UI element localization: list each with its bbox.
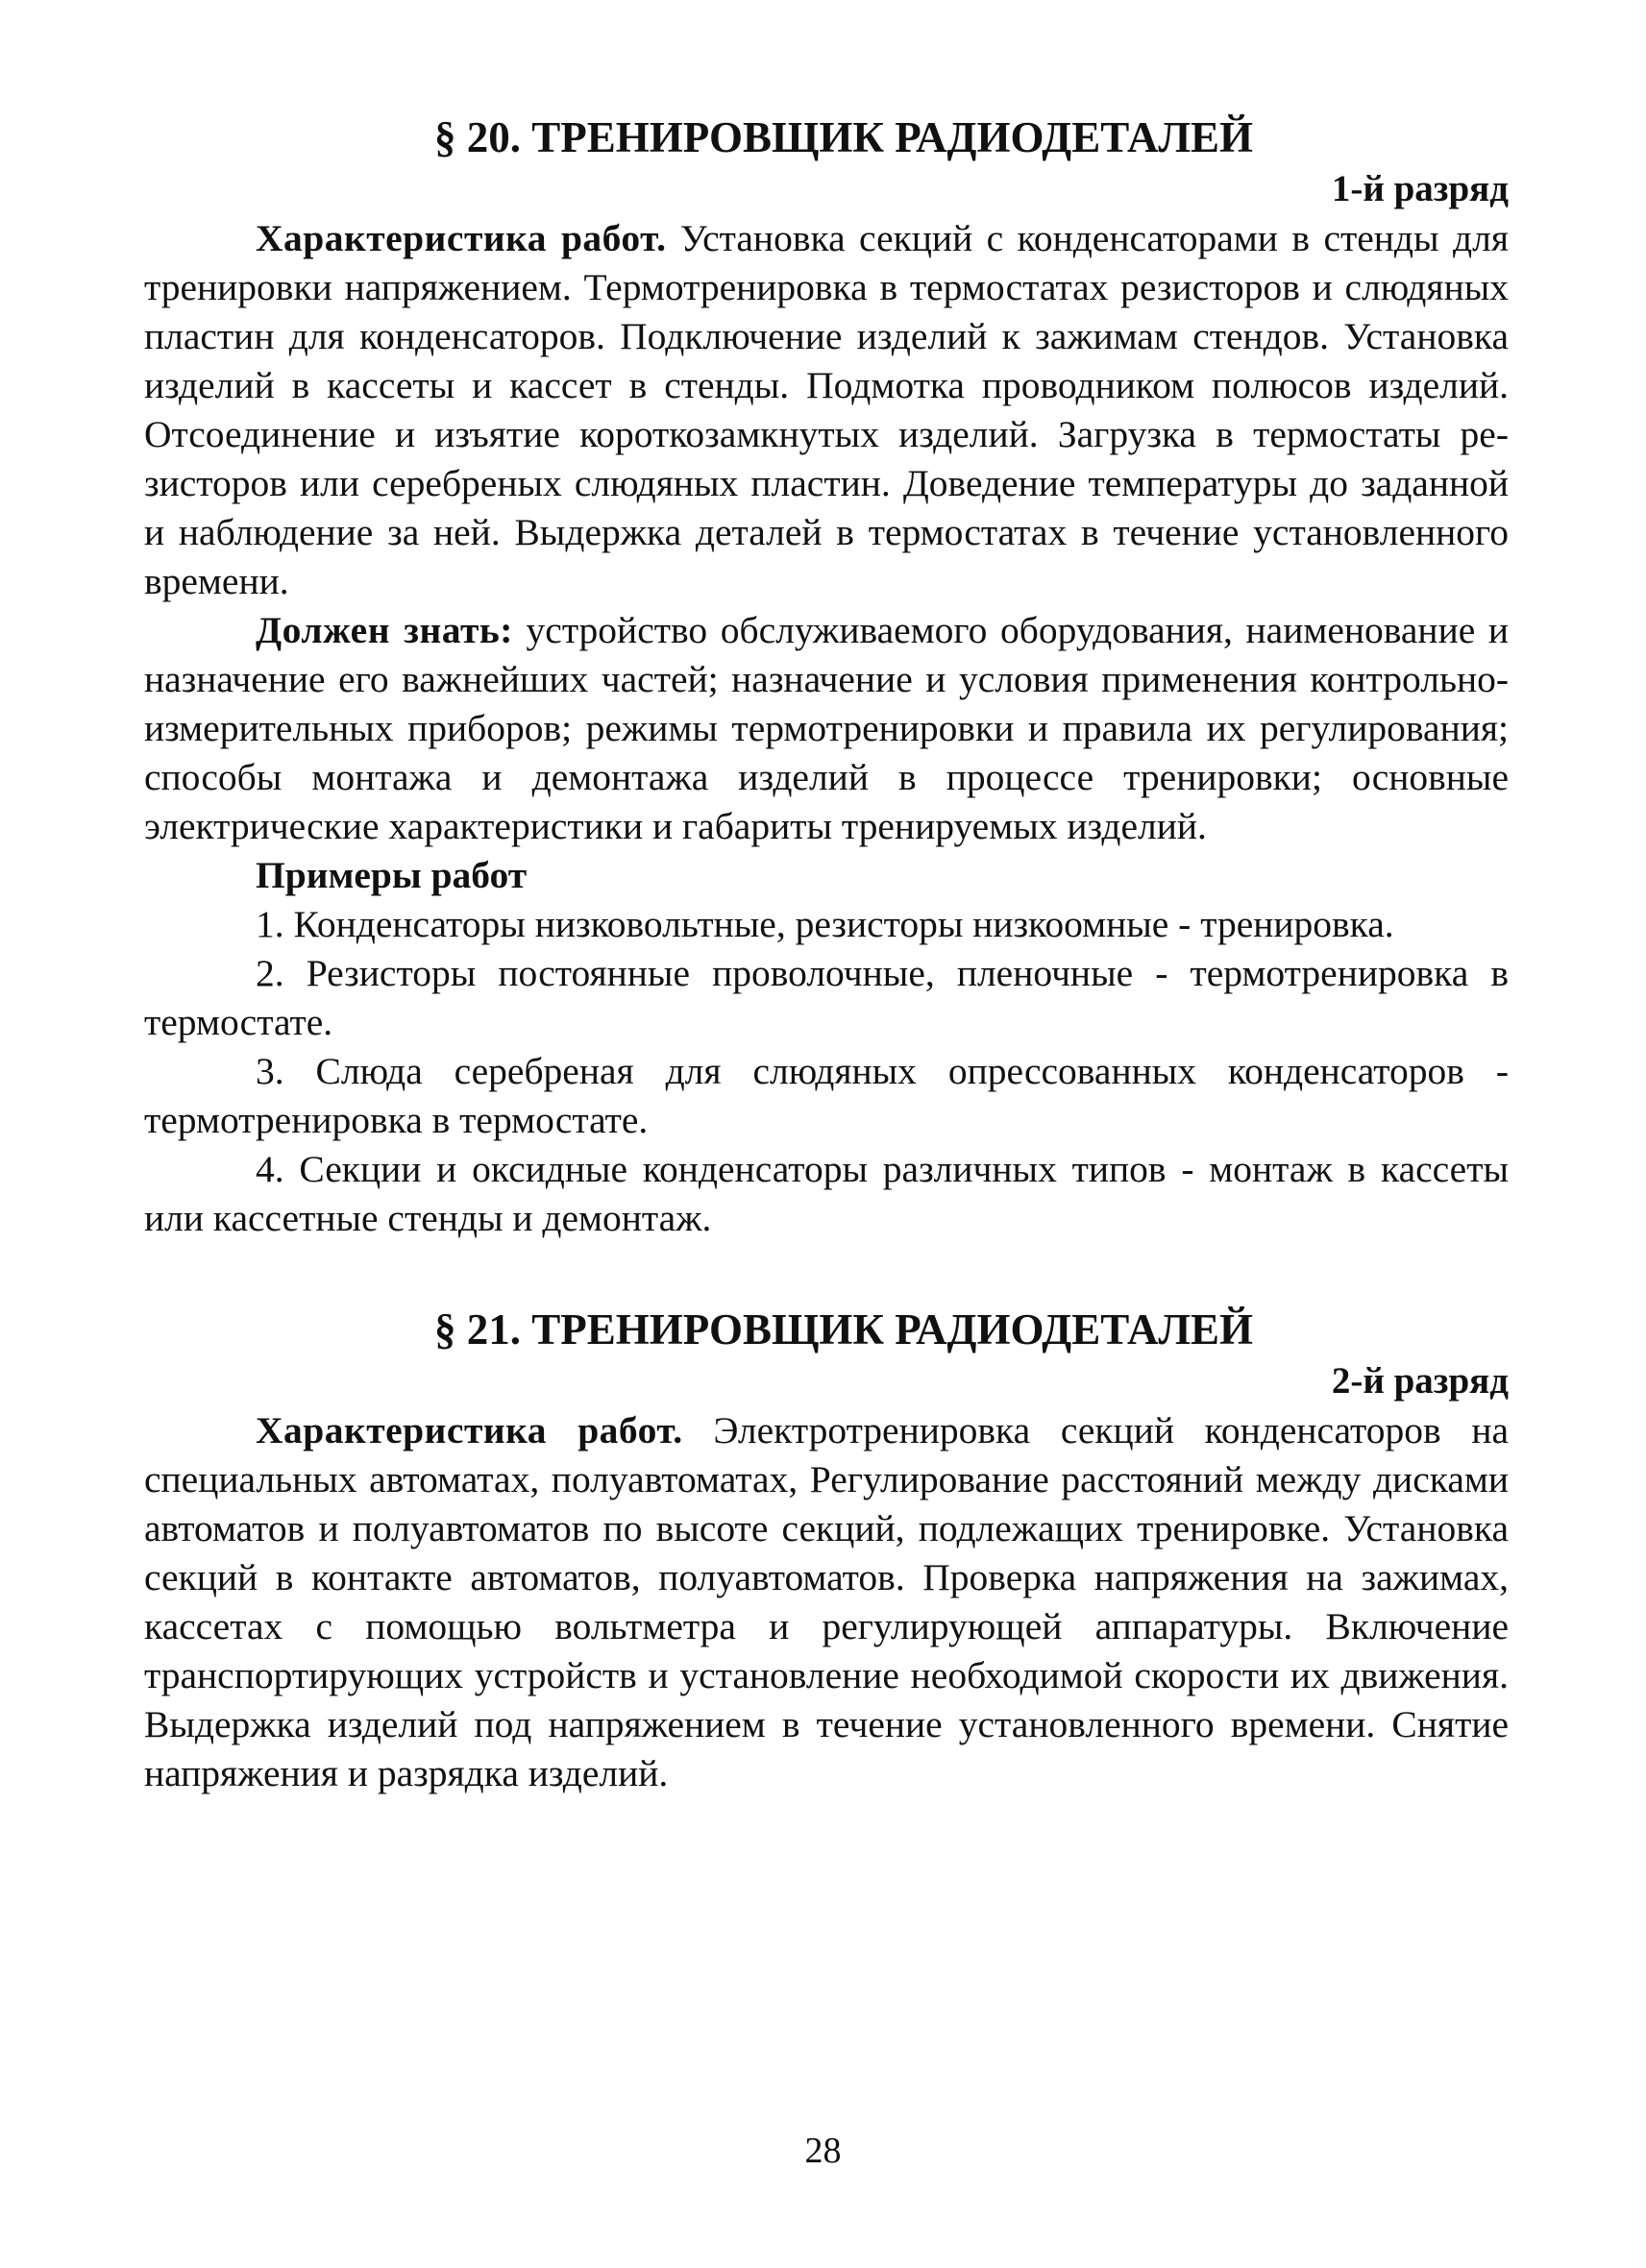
characteristics-text: Установка секций с конденсаторами в стенды для тренировки напряжением. Термотренировка в термостатах резисторов и слюдяных пластин для конденсаторов. Подключение изделий к зажимам стендов. Установка изделий в кассеты и кассет в стенды. Подмотка проводником полюсов изделий. Отсоединение и изъятие короткозамкнутых изделий. Загрузка в термостаты резисторов или серебреных слюдяных пластин. Доведение температуры до заданной и наблюдение за ней. Выдержка деталей в термостатах в течение установленного времени. [144,217,1509,602]
example-item: 4. Секции и оксидные конденсаторы различных типов - монтаж в кассеты или кассетные стенды и демонтаж. [144,1148,1509,1239]
examples-title: Примеры работ [256,854,528,896]
section-20 [144,110,1509,1243]
characteristics-text: Электротренировка секций конденсаторов на специальных автоматах, полуавтоматах, Регулирование расстояний между дисками автоматов и полуавтоматов по высоте секций, подлежащих тренировке. Установка секций в контакте автоматов, полуавтоматов. Проверка напряжения на зажимах, кассетах с помощью вольтметра и регулирующей аппаратуры. Включение транспортирующих устройств и установление необходимой скорости их движения. Выдержка изделий под напряжением в течение установленного времени. Снятие напряжения и разрядка изделий. [144,1409,1510,1794]
characteristics-paragraph [144,1406,1509,1798]
page-number: 28 [804,2131,842,2171]
grade-label: 2-й разряд [1331,1360,1509,1402]
section-heading: § 21. ТРЕНИРОВЩИК РАДИОДЕТАЛЕЙ [433,1305,1254,1353]
must-know-paragraph [144,606,1509,851]
section-21 [144,1303,1509,1798]
grade-label: 1-й разряд [1331,168,1509,209]
characteristics-label: Характеристика работ. [256,217,667,259]
characteristics-paragraph [144,214,1509,606]
example-item: 2. Резисторы постоянные проволочные, пленочные - термотренировка в термостате. [144,952,1509,1043]
document-page [144,110,1509,1798]
section-heading: § 20. ТРЕНИРОВЩИК РАДИОДЕТАЛЕЙ [433,113,1254,161]
must-know-label: Должен знать: [256,609,513,651]
characteristics-label: Характеристика работ. [256,1409,683,1451]
example-item: 3. Слюда серебреная для слюдяных опрессованных конденсаторов - термотренировка в термостате. [144,1050,1509,1141]
example-item: 1. Конденсаторы низковольтные, резисторы низкоомные - тренировка. [256,903,1394,945]
must-know-text: устройство обслуживаемого оборудования, наименование и назначение его важнейших частей; назначение и условия применения контрольно-измерительных приборов; режимы термотренировки и правила их регулирования; способы монтажа и демонтажа изделий в процессе тренировки; основные электрические характеристики и габариты тренируемых изделий. [144,609,1509,847]
